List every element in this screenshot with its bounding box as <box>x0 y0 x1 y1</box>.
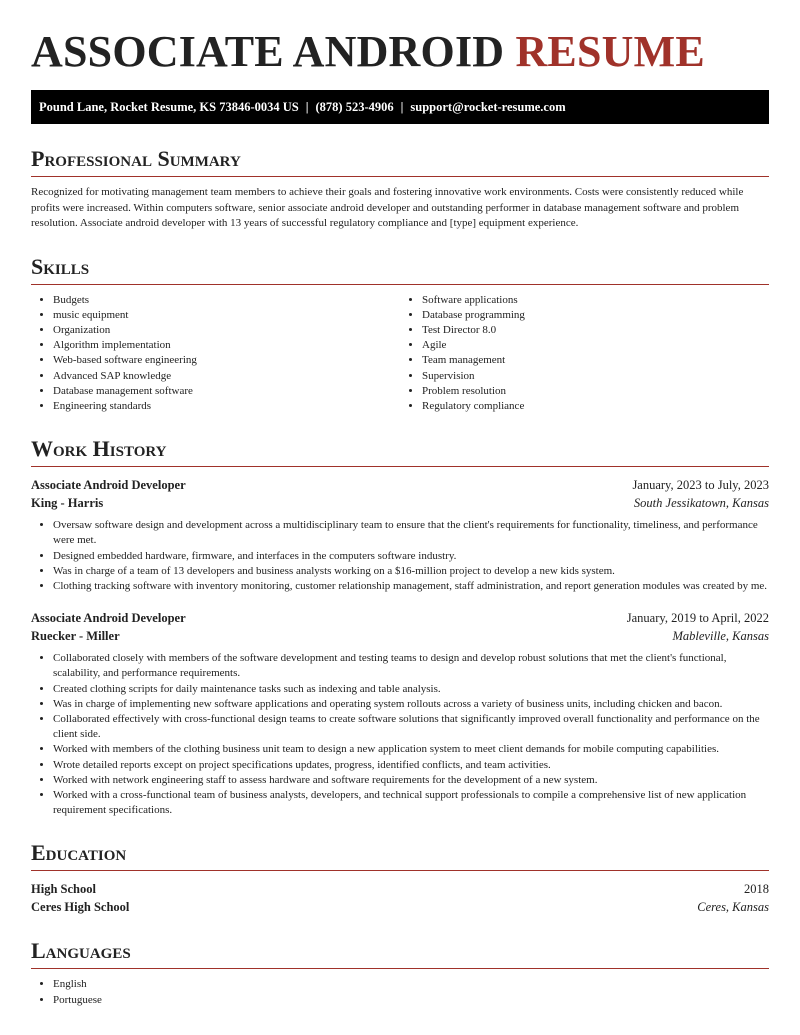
skill-item: • Software applications <box>422 293 769 308</box>
education-school: Ceres High School <box>31 900 130 915</box>
resume-title <box>31 28 769 76</box>
job-entry <box>31 476 769 594</box>
job-dates: January, 2019 to April, 2022 <box>626 611 769 626</box>
job-bullet: • Created clothing scripts for daily maintenance tasks such as indexing and table analysis. <box>53 682 769 697</box>
skill-item: • Team management <box>422 353 769 368</box>
skill-item: • Advanced SAP knowledge <box>53 369 400 384</box>
language-item: • English <box>53 977 769 992</box>
languages-section <box>31 938 769 1007</box>
job-bullet: • Wrote detailed reports except on project specifications updates, progress, identified conflicts, and team activities. <box>53 758 769 773</box>
section-divider <box>31 466 769 467</box>
skill-item: • Algorithm implementation <box>53 338 400 353</box>
job-dates: January, 2023 to July, 2023 <box>632 478 769 493</box>
skill-item: • Database programming <box>422 308 769 323</box>
section-divider <box>31 870 769 871</box>
job-bullet: • Worked with members of the clothing business unit team to design a new application system to meet client demands for mobile computing capabilities. <box>53 742 769 757</box>
skill-item: • Budgets <box>53 293 400 308</box>
contact-bar <box>31 90 769 124</box>
job-bullet: • Worked with a cross-functional team of business analysts, developers, and technical support professionals to compile a comprehensive list of new application requirement specifications. <box>53 788 769 818</box>
contact-address: Pound Lane, Rocket Resume, KS 73846-0034 US <box>39 100 299 114</box>
skill-item: • music equipment <box>53 308 400 323</box>
job-location: Mableville, Kansas <box>672 629 769 644</box>
skill-item: • Supervision <box>422 369 769 384</box>
education-school-row <box>31 898 769 916</box>
skill-item: • Agile <box>422 338 769 353</box>
job-company-row <box>31 494 769 512</box>
job-header-row <box>31 609 769 627</box>
skill-item: • Organization <box>53 323 400 338</box>
work-history-heading: Work History <box>31 436 167 462</box>
job-bullets <box>31 518 769 594</box>
education-degree: High School <box>31 882 96 897</box>
languages-list <box>31 977 769 1007</box>
languages-heading: Languages <box>31 938 131 964</box>
job-title: Associate Android Developer <box>31 611 186 626</box>
education-year: 2018 <box>744 882 769 897</box>
job-bullets <box>31 651 769 818</box>
skills-list-right <box>400 293 769 415</box>
job-location: South Jessikatown, Kansas <box>633 496 769 511</box>
summary-text: Recognized for motivating management team members to achieve their goals and fostering innovative work environments. Costs were consistently reduced while profits were increased. Within computers software, senior associate android developer and outstanding performer in database management software and problem resolution. Associate android developer with 13 years of successful regulatory compliance and [type] equipment experience. <box>31 186 744 229</box>
skill-item: • Web-based software engineering <box>53 353 400 368</box>
job-company-row <box>31 627 769 645</box>
skills-list-left <box>31 293 400 415</box>
contact-phone: (878) 523-4906 <box>315 100 394 114</box>
job-bullet: • Was in charge of implementing new software applications and operating system rollouts across a variety of business units, including chicken and bacon. <box>53 697 769 712</box>
education-section <box>31 840 769 916</box>
skills-columns <box>31 293 769 415</box>
skill-item: • Engineering standards <box>53 399 400 414</box>
education-location: Ceres, Kansas <box>697 900 769 915</box>
job-company: Ruecker - Miller <box>31 629 120 644</box>
contact-separator: | <box>305 100 309 114</box>
section-divider <box>31 968 769 969</box>
section-divider <box>31 284 769 285</box>
contact-email[interactable]: support@rocket-resume.com <box>410 100 566 114</box>
job-bullet: • Collaborated closely with members of the software development and testing teams to design and develop robust solutions that met the client's functional, scalability, and performance requirements. <box>53 651 769 681</box>
skill-item: • Database management software <box>53 384 400 399</box>
job-title: Associate Android Developer <box>31 478 186 493</box>
summary-heading: Professional Summary <box>31 146 241 171</box>
section-divider <box>31 176 769 177</box>
skills-section <box>31 254 769 415</box>
job-company: King - Harris <box>31 496 104 511</box>
education-entry <box>31 880 769 916</box>
skill-item: • Test Director 8.0 <box>422 323 769 338</box>
language-item: • Portuguese <box>53 993 769 1008</box>
title-accent: RESUME <box>515 27 705 76</box>
job-header-row <box>31 476 769 494</box>
skills-heading: Skills <box>31 253 90 279</box>
title-main: ASSOCIATE ANDROID <box>31 27 505 76</box>
job-bullet: • Clothing tracking software with inventory monitoring, customer relationship management, staff administration, and report generation modules was created by me. <box>53 579 769 594</box>
job-bullet: • Oversaw software design and development across a multidisciplinary team to ensure that the client's requirements for functionality, timeliness, and performance were met. <box>53 518 769 548</box>
job-bullet: • Was in charge of a team of 13 developers and business analysts working on a $16-million project to develop a new kids system. <box>53 564 769 579</box>
skill-item: • Regulatory compliance <box>422 399 769 414</box>
work-history-section <box>31 436 769 818</box>
job-bullet: • Worked with network engineering staff to assess hardware and software requirements for the development of a new system. <box>53 773 769 788</box>
summary-section <box>31 146 769 232</box>
contact-separator: | <box>400 100 404 114</box>
job-bullet: • Collaborated effectively with cross-functional design teams to create software solutions that significantly improved overall functionality and performance on the client side. <box>53 712 769 742</box>
skill-item: • Problem resolution <box>422 384 769 399</box>
job-bullet: • Designed embedded hardware, firmware, and interfaces in the computers software industry. <box>53 549 769 564</box>
education-header-row <box>31 880 769 898</box>
resume-page <box>31 0 769 1008</box>
job-entry <box>31 609 769 818</box>
education-heading: Education <box>31 840 127 866</box>
